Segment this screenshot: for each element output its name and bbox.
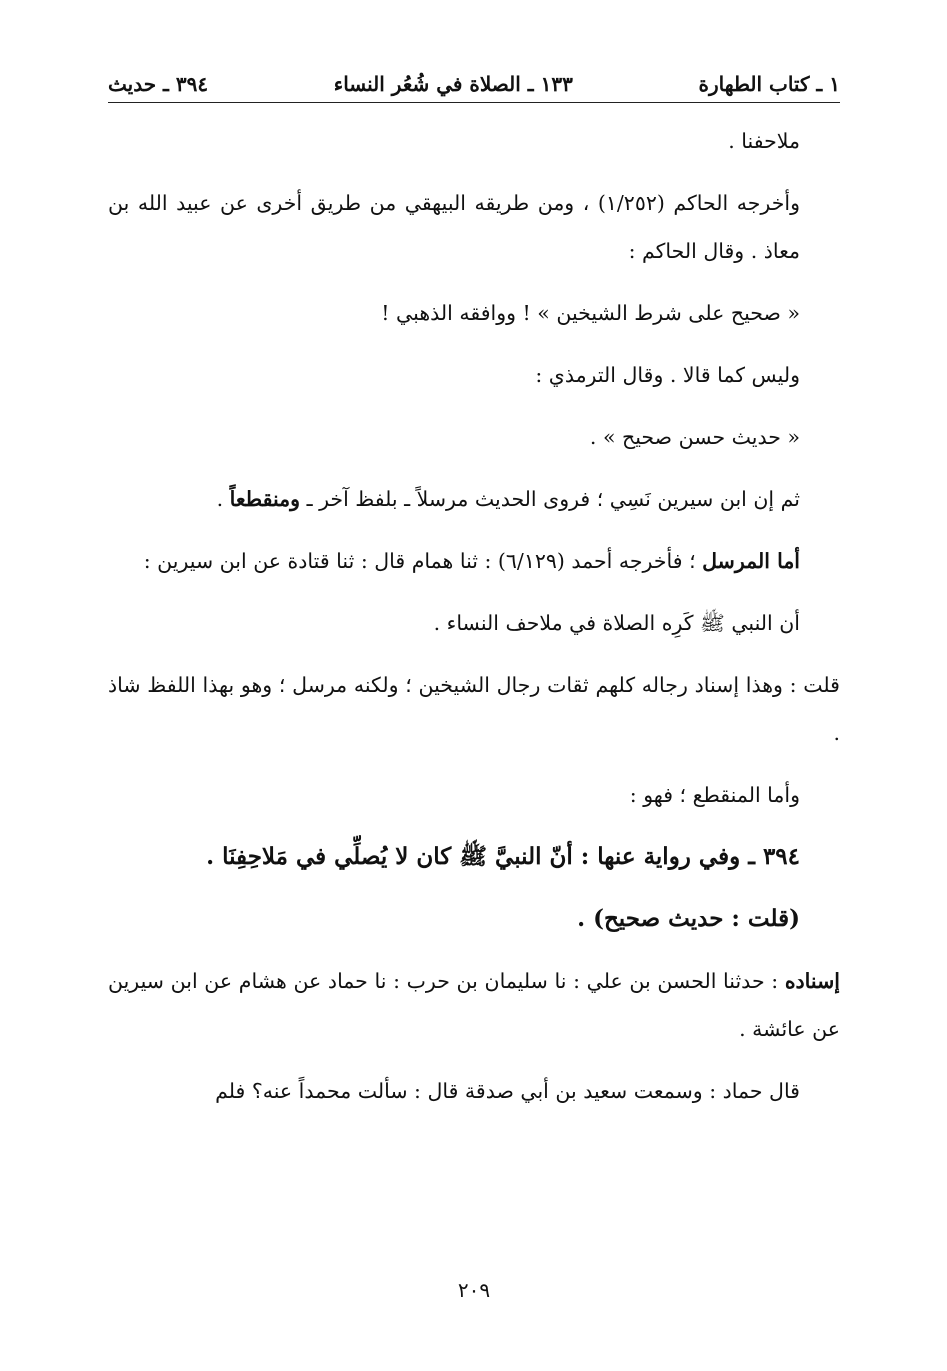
page-body: [108, 117, 840, 1115]
text-run: : حدثنا الحسن بن علي : نا سليمان بن حرب : نا حماد عن هشام عن ابن سيرين عن عائشة .: [108, 969, 840, 1041]
bold-term: أما المرسل: [702, 549, 800, 573]
paragraph: وأخرجه الحاكم (١/٢٥٢) ، ومن طريقه البيهقي من طريق أخرى عن عبيد الله بن معاذ . وقال الحاكم :: [108, 191, 800, 263]
bold-term: إسناده: [784, 969, 840, 993]
header-hadith-number: ٣٩٤ ـ حديث: [108, 72, 209, 96]
paragraph: [108, 957, 840, 1053]
paragraph: قلت : وهذا إسناد رجاله كلهم ثقات رجال الشيخين ؛ ولكنه مرسل ؛ وهو بهذا اللفظ شاذ .: [108, 673, 840, 745]
paragraph: قال حماد : وسمعت سعيد بن أبي صدقة قال : سألت محمداً عنه؟ فلم: [215, 1079, 800, 1103]
text-run: .: [216, 487, 230, 511]
bold-term: ومنقطعاً: [229, 487, 301, 511]
header-book-title: ١ ـ كتاب الطهارة: [698, 72, 840, 96]
text-run: ؛ فأخرجه أحمد (٦/١٢٩) : ثنا همام قال : ثنا قتادة عن ابن سيرين :: [143, 549, 703, 573]
paragraph: أن النبي ﷺ كَرِه الصلاة في ملاحف النساء .: [433, 611, 800, 635]
running-header: [108, 60, 840, 103]
header-chapter-title: ١٣٣ ـ الصلاة في شُعُر النساء: [333, 72, 573, 96]
paragraph: وليس كما قالا . وقال الترمذي :: [535, 363, 800, 387]
paragraph: [108, 475, 840, 523]
hadith-grade: (قلت : حديث صحيح) .: [577, 905, 800, 932]
book-page: [108, 60, 840, 1350]
paragraph: [108, 537, 840, 585]
quote: « صحيح على شرط الشيخين » ! ووافقه الذهبي !: [381, 301, 800, 325]
paragraph: وأما المنقطع ؛ فهو :: [629, 783, 800, 807]
text-run: ثم إن ابن سيرين نَسِي ؛ فروى الحديث مرسلاً ـ بلفظ آخر ـ: [300, 487, 800, 511]
paragraph: ملاحفنا .: [728, 129, 800, 153]
quote: « حديث حسن صحيح » .: [589, 425, 800, 449]
hadith-text: ٣٩٤ ـ وفي رواية عنها : أنّ النبيَّ ﷺ كان لا يُصلِّي في مَلاحِفِنَا .: [206, 843, 800, 870]
page-number: ٢٠٩: [457, 1278, 491, 1302]
